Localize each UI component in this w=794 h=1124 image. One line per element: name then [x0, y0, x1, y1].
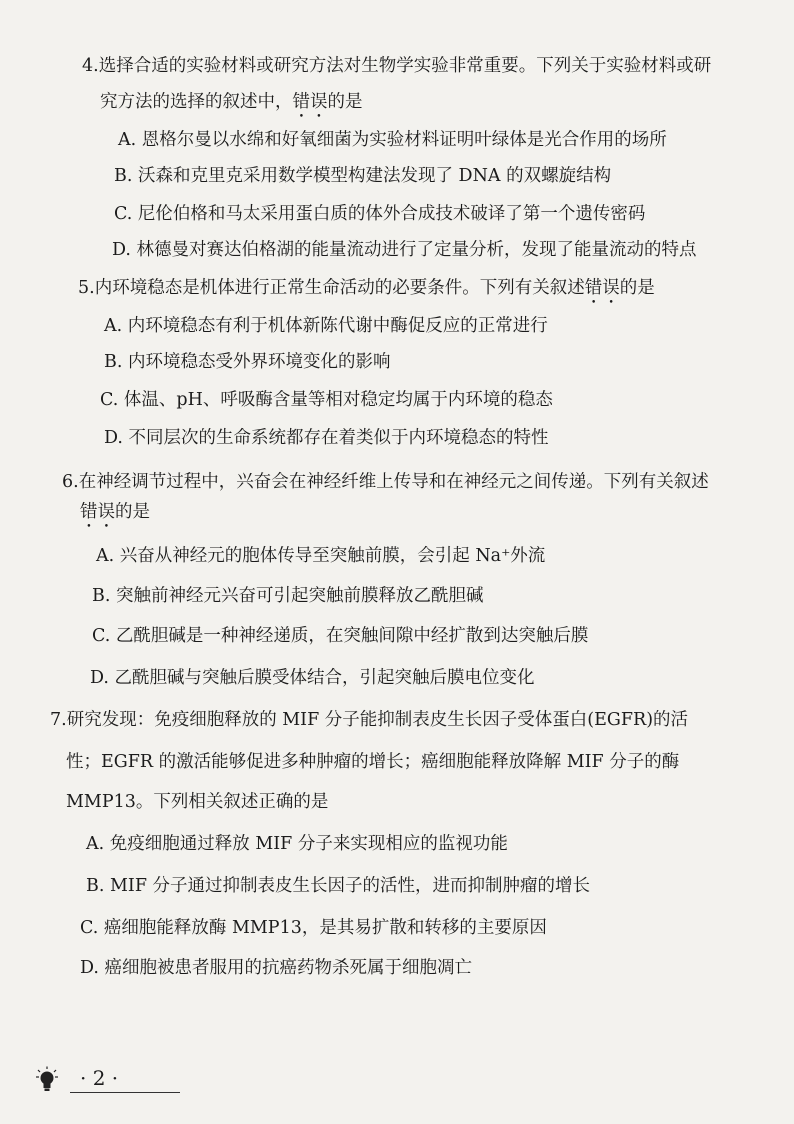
option-c: C. 尼伦伯格和马太采用蛋白质的体外合成技术破译了第一个遗传密码	[114, 204, 646, 224]
question-stem: 选择合适的实验材料或研究方法对生物学实验非常重要。下列关于实验材料或研	[98, 56, 712, 76]
option-d: D. 不同层次的生命系统都存在着类似于内环境稳态的特性	[104, 428, 549, 448]
question-stem: 研究发现：免疫细胞释放的 MIF 分子能抑制表皮生长因子受体蛋白(EGFR)的活	[66, 710, 689, 730]
question-number: 4.	[82, 56, 99, 76]
emphasis-text: 错误	[292, 92, 328, 112]
question-stem: 的是	[619, 278, 655, 298]
option-a: A. 免疫细胞通过释放 MIF 分子来实现相应的监视功能	[86, 834, 508, 854]
question-stem: 在神经调节过程中，兴奋会在神经纤维上传导和在神经元之间传递。下列有关叙述	[78, 472, 709, 492]
question-number: 7.	[50, 710, 67, 730]
question-number: 5.	[78, 278, 95, 298]
question-stem: 内环境稳态是机体进行正常生命活动的必要条件。下列有关叙述	[94, 278, 585, 298]
option-b: B. MIF 分子通过抑制表皮生长因子的活性，进而抑制肿瘤的增长	[86, 876, 591, 896]
question-stem: 性；EGFR 的激活能够促进多种肿瘤的增长；癌细胞能释放降解 MIF 分子的酶	[66, 752, 680, 772]
question-stem: MMP13。下列相关叙述正确的是	[66, 792, 329, 812]
question-stem: 究方法的选择的叙述中，	[100, 92, 293, 112]
emphasis-text: 错误	[584, 278, 620, 298]
option-d: D. 乙酰胆碱与突触后膜受体结合，引起突触后膜电位变化	[90, 668, 535, 688]
option-c: C. 体温、pH、呼吸酶含量等相对稳定均属于内环境的稳态	[100, 390, 553, 410]
option-a: A. 恩格尔曼以水绵和好氧细菌为实验材料证明叶绿体是光合作用的场所	[118, 130, 667, 150]
emphasis-text: 错误	[80, 502, 115, 522]
option-a: A. 内环境稳态有利于机体新陈代谢中酶促反应的正常进行	[104, 316, 548, 336]
option-c: C. 乙酰胆碱是一种神经递质，在突触间隙中经扩散到达突触后膜	[92, 626, 589, 646]
option-b: B. 内环境稳态受外界环境变化的影响	[104, 352, 391, 372]
option-d: D. 林德曼对赛达伯格湖的能量流动进行了定量分析，发现了能量流动的特点	[112, 240, 697, 260]
option-b: B. 沃森和克里克采用数学模型构建法发现了 DNA 的双螺旋结构	[114, 166, 612, 186]
footer-underline	[70, 1092, 180, 1093]
page-number: · 2 ·	[80, 1066, 119, 1090]
option-c: C. 癌细胞能释放酶 MMP13，是其易扩散和转移的主要原因	[80, 918, 547, 938]
lightbulb-icon	[36, 1066, 58, 1092]
question-stem: 的是	[327, 92, 363, 112]
page-footer	[30, 1064, 160, 1094]
option-b: B. 突触前神经元兴奋可引起突触前膜释放乙酰胆碱	[92, 586, 484, 606]
option-d: D. 癌细胞被患者服用的抗癌药物杀死属于细胞凋亡	[80, 958, 473, 978]
question-number: 6.	[62, 472, 79, 492]
question-stem: 的是	[115, 502, 150, 522]
option-a: A. 兴奋从神经元的胞体传导至突触前膜，会引起 Na⁺外流	[96, 546, 546, 566]
